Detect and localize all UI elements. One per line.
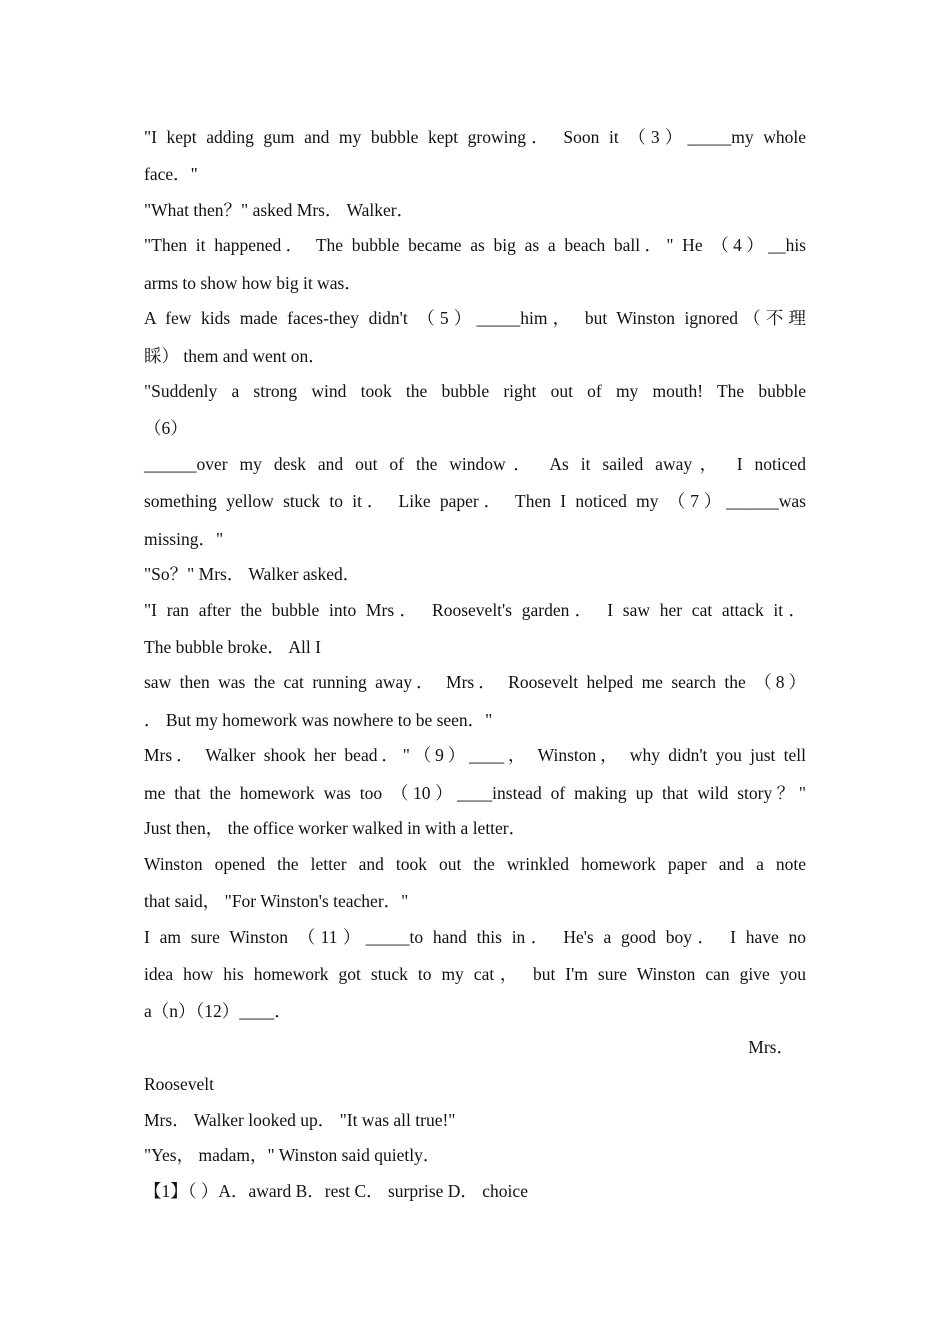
text-line: "Yes， madam，" Winston said quietly．	[144, 1145, 441, 1165]
text-line: Just then， the office worker walked in with a letter．	[144, 818, 527, 838]
signature-title: Mrs．	[748, 1037, 794, 1057]
text-line: "I ran after the bubble into Mrs． Roosevelt's garden． I saw her cat attack it．	[144, 600, 806, 620]
text-line: face．"	[144, 164, 198, 184]
text-line: Winston opened the letter and took out the wrinkled homework paper and a note	[144, 854, 806, 874]
text-line: arms to show how big it was．	[144, 273, 362, 293]
text-line: something yellow stuck to it． Like paper． Then I noticed my （7）______was	[144, 491, 806, 511]
text-line: "What then？" asked Mrs． Walker．	[144, 200, 415, 220]
text-line: Mrs． Walker looked up． "It was all true!"	[144, 1110, 456, 1130]
text-line: saw then was the cat running away． Mrs． Roosevelt helped me search the （8）	[144, 672, 806, 692]
text-line: The bubble broke． All I	[144, 637, 321, 657]
text-line: "Then it happened． The bubble became as big as a beach ball．" He （4）__his	[144, 235, 806, 255]
text-line: "Suddenly a strong wind took the bubble right out of my mouth! The bubble	[144, 381, 806, 401]
text-line: A few kids made faces-they didn't （5）_____him， but Winston ignored（不理	[144, 308, 806, 328]
text-line: idea how his homework got stuck to my cat， but I'm sure Winston can give you	[144, 964, 806, 984]
text-line: Mrs． Walker shook her bead．"（9）____， Winston， why didn't you just tell	[144, 745, 806, 765]
text-line: I am sure Winston （11）_____to hand this in． He's a good boy． I have no	[144, 927, 806, 947]
text-line: that said， "For Winston's teacher．"	[144, 891, 409, 911]
signature-name: Roosevelt	[144, 1074, 214, 1094]
text-line: ______over my desk and out of the window． As it sailed away， I noticed	[144, 454, 806, 474]
text-line: a（n）（12）____．	[144, 1001, 292, 1021]
text-line: （6）	[144, 418, 188, 438]
text-line: me that the homework was too （10）____instead of making up that wild story？"	[144, 783, 806, 803]
text-line: "I kept adding gum and my bubble kept growing． Soon it （3）_____my whole	[144, 127, 806, 147]
text-line: missing．"	[144, 529, 224, 549]
text-line: "So？" Mrs． Walker asked．	[144, 564, 361, 584]
text-line: 睬） them and went on．	[144, 346, 326, 366]
text-line: ． But my homework was nowhere to be seen．"	[144, 710, 493, 730]
question-1: 【1】（ ）A．award B．rest C． surprise D． choice	[144, 1181, 528, 1201]
